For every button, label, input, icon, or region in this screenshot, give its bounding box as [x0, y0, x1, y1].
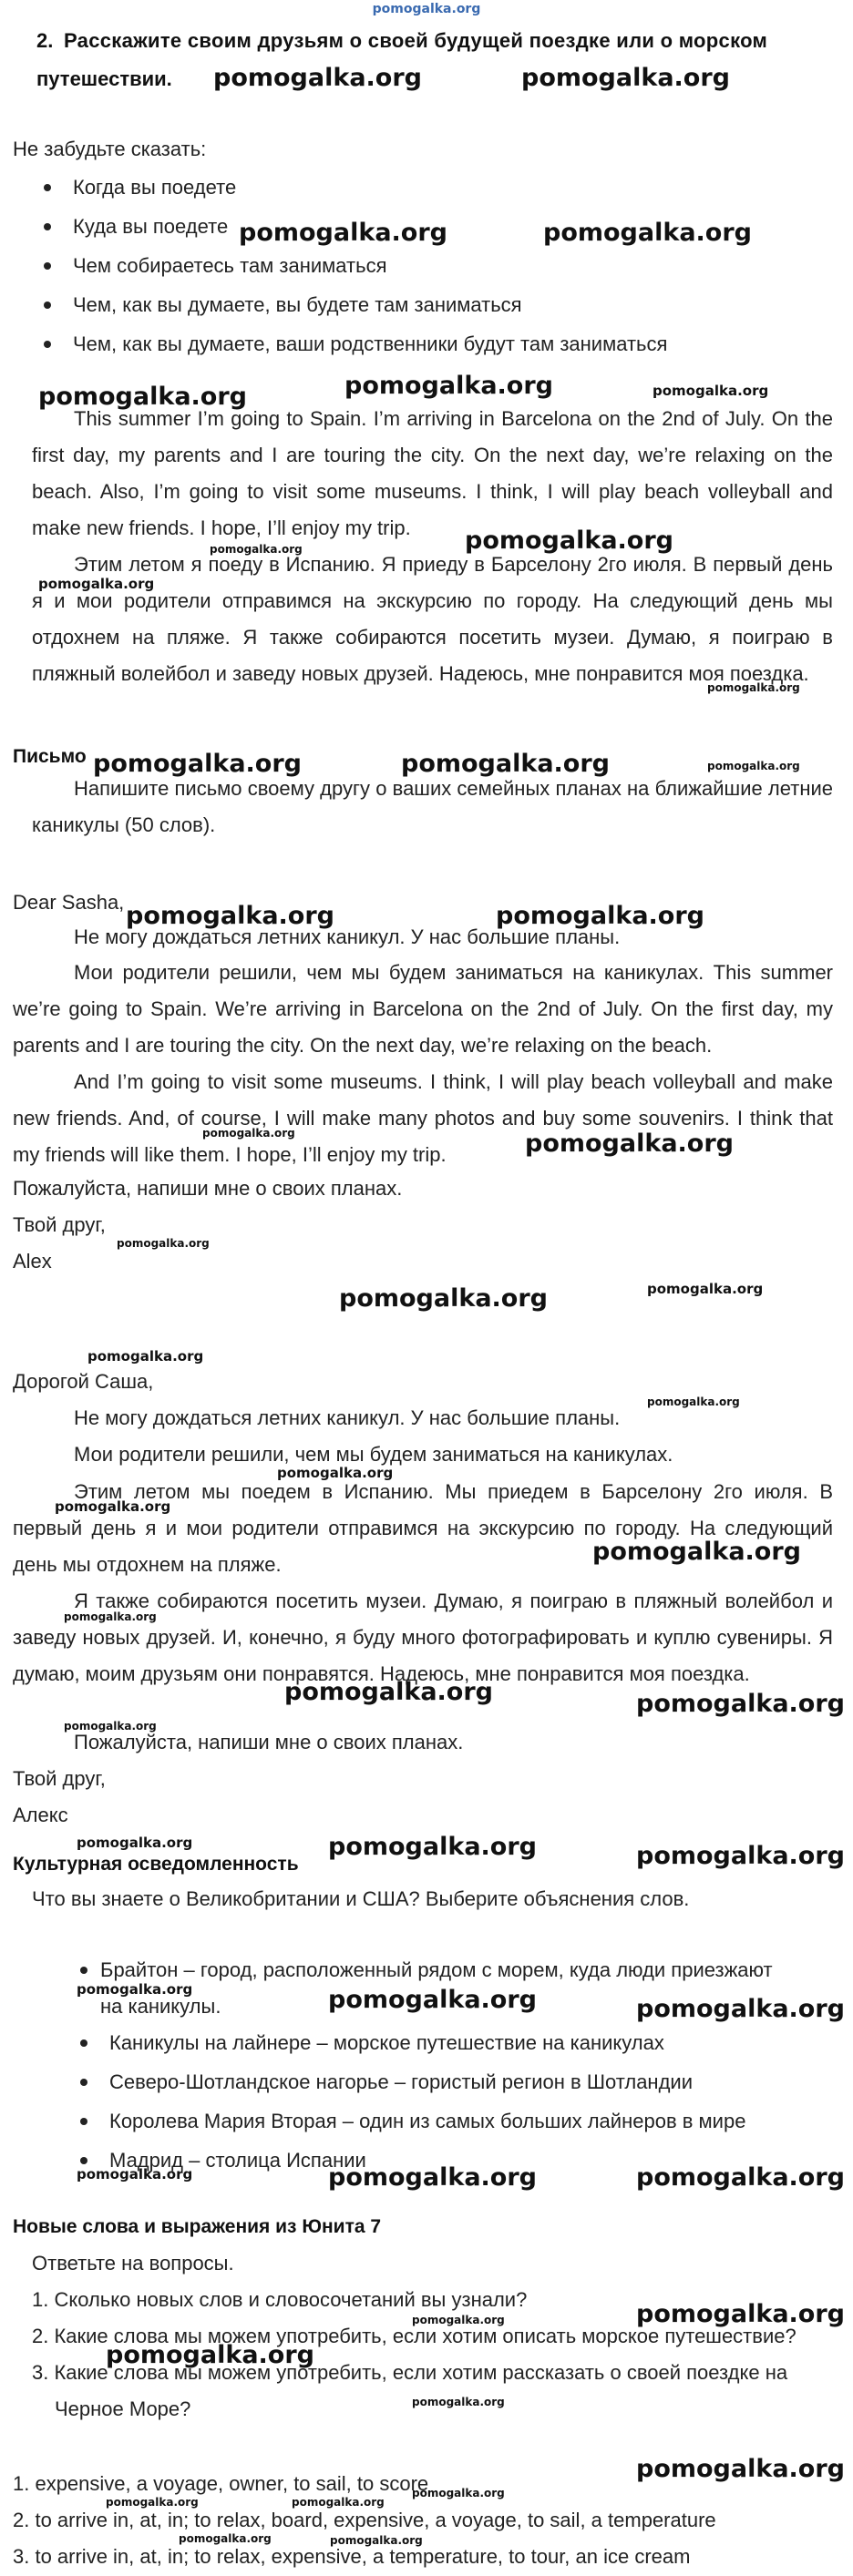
watermark: pomogalka.org — [636, 1842, 845, 1870]
watermark: pomogalka.org — [401, 750, 610, 778]
task-number: 2. — [36, 29, 54, 52]
watermark: pomogalka.org — [77, 1835, 193, 1851]
watermark: pomogalka.org — [93, 750, 302, 778]
list-item: Чем, как вы думаете, вы будете там заниматься — [36, 293, 667, 317]
watermark: pomogalka.org — [647, 1395, 740, 1408]
watermark: pomogalka.org — [412, 2314, 505, 2326]
bullet-icon — [80, 2157, 87, 2164]
watermark: pomogalka.org — [496, 902, 704, 930]
vocab-answer-2: 2. to arrive in, at, in; to relax, board, expensive, a voyage, to sail, a temperature — [13, 2509, 716, 2531]
watermark: pomogalka.org — [328, 1986, 537, 2014]
letter-ru-greeting: Дорогой Саша, — [13, 1370, 154, 1393]
task-line-1: Расскажите своим друзьям о своей будущей поездке или о морском — [64, 29, 768, 52]
watermark: pomogalka.org — [328, 2163, 537, 2192]
watermark: pomogalka.org — [636, 2163, 845, 2192]
watermark: pomogalka.org — [277, 1465, 394, 1481]
list-item: Северо-Шотландское нагорье – гористый регион в Шотландии — [73, 2070, 745, 2094]
vocab-question-3-cont: Черное Море? — [55, 2397, 191, 2420]
watermark: pomogalka.org — [106, 2496, 199, 2509]
list-item: Каникулы на лайнере – морское путешествие на каникулах — [73, 2031, 745, 2055]
watermark: pomogalka.org — [636, 2455, 845, 2483]
watermark: pomogalka.org — [636, 2300, 845, 2328]
watermark: pomogalka.org — [117, 1237, 210, 1250]
watermark: pomogalka.org — [328, 1833, 537, 1861]
watermark: pomogalka.org — [330, 2534, 423, 2547]
reminder-heading: Не забудьте сказать: — [13, 138, 207, 160]
letter-ru-p1: Не могу дождаться летних каникул. У нас большие планы. — [74, 1406, 621, 1429]
vocab-answer-3: 3. to arrive in, at, in; to relax, expensive, a temperature, to tour, an ice cream — [13, 2545, 691, 2568]
watermark: pomogalka.org — [126, 902, 334, 930]
watermark: pomogalka.org — [292, 2496, 385, 2509]
letter-task-text: Напишите письмо своему другу о ваших семейных планах на ближайшие летние каникулы (50 слов). — [32, 777, 833, 836]
watermark: pomogalka.org — [38, 576, 155, 592]
watermark: pomogalka.org — [77, 1981, 193, 1998]
list-item: Чем, как вы думаете, ваши родственники будут там заниматься — [36, 332, 667, 356]
letter-ru-sign-1: Твой друг, — [13, 1767, 106, 1790]
watermark: pomogalka.org — [465, 526, 673, 555]
bullet-icon — [80, 2079, 87, 2086]
bullet-icon — [44, 223, 51, 230]
letter-ru-closing: Пожалуйста, напиши мне о своих планах. — [74, 1731, 464, 1753]
letter-en-p3: And I’m going to visit some museums. I think, I will play beach volleyball and make new friends. And, of course, I will make many photos and buy some souvenirs. I think that my friends will like them. I hope, I’ll enjoy my trip. — [13, 1070, 833, 1166]
culture-heading: Культурная осведомленность — [13, 1854, 299, 1875]
watermark: pomogalka.org — [636, 1995, 845, 2023]
watermark: pomogalka.org — [64, 1720, 157, 1733]
watermark: pomogalka.org — [521, 64, 730, 92]
bullet-icon — [44, 302, 51, 309]
vocab-question-1: 1. Сколько новых слов и словосочетаний вы узнали? — [32, 2288, 528, 2311]
bullet-icon — [44, 341, 51, 348]
story-russian: Этим летом я поеду в Испанию. Я приеду в Барселону 2го июля. В первый день я и мои родители отправимся на экскурсию по городу. На следующий день мы отдохнем на пляже. Я также собираются посетить музеи. Думаю, я поиграю в пляжный волейбол и заведу новых друзей. Надеюсь, мне понравится моя поездка. — [32, 553, 833, 685]
watermark: pomogalka.org — [210, 543, 303, 556]
bullet-icon — [80, 2039, 87, 2047]
list-item: Мадрид – столица Испании — [73, 2149, 745, 2172]
bullet-icon — [80, 2118, 87, 2125]
watermark: pomogalka.org — [707, 760, 800, 772]
bullet-icon — [80, 1967, 87, 1974]
watermark: pomogalka.org — [38, 383, 247, 411]
letter-en-p1: Не могу дождаться летних каникул. У нас большие планы. — [74, 925, 621, 948]
letter-en-closing: Пожалуйста, напиши мне о своих планах. — [13, 1177, 403, 1200]
watermark: pomogalka.org — [592, 1538, 801, 1566]
vocab-question-2: 2. Какие слова мы можем употребить, если хотим описать морское путешествие? — [32, 2325, 796, 2347]
vocab-intro: Ответьте на вопросы. — [32, 2252, 234, 2274]
watermark: pomogalka.org — [647, 1281, 764, 1297]
watermark: pomogalka.org — [543, 219, 752, 247]
watermark: pomogalka.org — [239, 219, 447, 247]
vocab-question-3: 3. Какие слова мы можем употребить, если хотим рассказать о своей поездке на — [32, 2361, 788, 2384]
watermark: pomogalka.org — [653, 383, 769, 399]
letter-en-sign-2: Alex — [13, 1250, 52, 1273]
watermark: pomogalka.org — [339, 1284, 548, 1313]
letter-heading: Письмо — [13, 746, 87, 767]
watermark: pomogalka.org — [64, 1610, 157, 1623]
culture-item-1-line-2: на каникулы. — [100, 1995, 221, 2018]
letter-ru-p3: Этим летом мы поедем в Испанию. Мы приедем в Барселону 2го июля. В первый день я и мои родители отправимся на экскурсию по городу. На следующий день мы отдохнем на пляже. — [13, 1480, 833, 1576]
vocab-heading: Новые слова и выражения из Юнита 7 — [13, 2216, 382, 2237]
bullet-icon — [44, 262, 51, 270]
vocab-answer-1: 1. expensive, a voyage, owner, to sail, to score — [13, 2472, 429, 2495]
task-line-2: путешествии. — [36, 67, 172, 90]
letter-en-p2: Мои родители решили, чем мы будем заниматься на каникулах. This summer we’re going to Spain. We’re arriving in Barcelona on the 2nd of July. On the first day, my parents and I are touring the city. On the next day, we’re relaxing on the beach. — [13, 961, 833, 1057]
watermark: pomogalka.org — [202, 1127, 295, 1140]
watermark: pomogalka.org — [412, 2487, 505, 2499]
watermark: pomogalka.org — [636, 1690, 845, 1718]
watermark: pomogalka.org — [707, 681, 800, 694]
watermark: pomogalka.org — [55, 1498, 171, 1515]
letter-en-greeting: Dear Sasha, — [13, 891, 125, 914]
culture-question: Что вы знаете о Великобритании и США? Выберите объяснения слов. — [32, 1887, 690, 1910]
watermark: pomogalka.org — [412, 2396, 505, 2408]
list-item: Чем собираетесь там заниматься — [36, 254, 667, 278]
watermark: pomogalka.org — [77, 2166, 193, 2182]
letter-ru-p2: Мои родители решили, чем мы будем заниматься на каникулах. — [74, 1443, 673, 1466]
reminder-list — [36, 176, 667, 372]
watermark: pomogalka.org — [525, 1130, 734, 1158]
culture-item-1-line-1: Брайтон – город, расположенный рядом с морем, куда люди приезжают — [100, 1958, 773, 1981]
watermark: pomogalka.org — [284, 1678, 493, 1706]
watermark: pomogalka.org — [87, 1348, 204, 1365]
letter-ru-p4: Я также собираются посетить музеи. Думаю, я поиграю в пляжный волейбол и заведу новых друзей. И, конечно, я буду много фотографировать и куплю сувениры. Я думаю, моим друзьям они понравятся. Надеюсь, мне понравится моя поездка. — [13, 1590, 833, 1685]
list-item: Королева Мария Вторая – один из самых больших лайнеров в мире — [73, 2110, 745, 2133]
story-english: This summer I’m going to Spain. I’m arriving in Barcelona on the 2nd of July. On the first day, my parents and I are touring the city. On the next day, we’re relaxing on the beach. Also, I’m going to visit some museums. I think, I will play beach volleyball and make new friends. I hope, I’ll enjoy my trip. — [32, 407, 833, 539]
list-item: Куда вы поедете — [36, 215, 667, 239]
letter-ru-sign-2: Алекс — [13, 1804, 68, 1826]
letter-en-sign-1: Твой друг, — [13, 1213, 106, 1236]
watermark: pomogalka.org — [344, 372, 553, 400]
bullet-icon — [44, 184, 51, 191]
watermark: pomogalka.org — [213, 64, 422, 92]
watermark: pomogalka.org — [106, 2341, 314, 2369]
watermark: pomogalka.org — [179, 2532, 272, 2545]
top-logo[interactable]: pomogalka.org — [372, 2, 481, 16]
list-item: Когда вы поедете — [36, 176, 667, 199]
